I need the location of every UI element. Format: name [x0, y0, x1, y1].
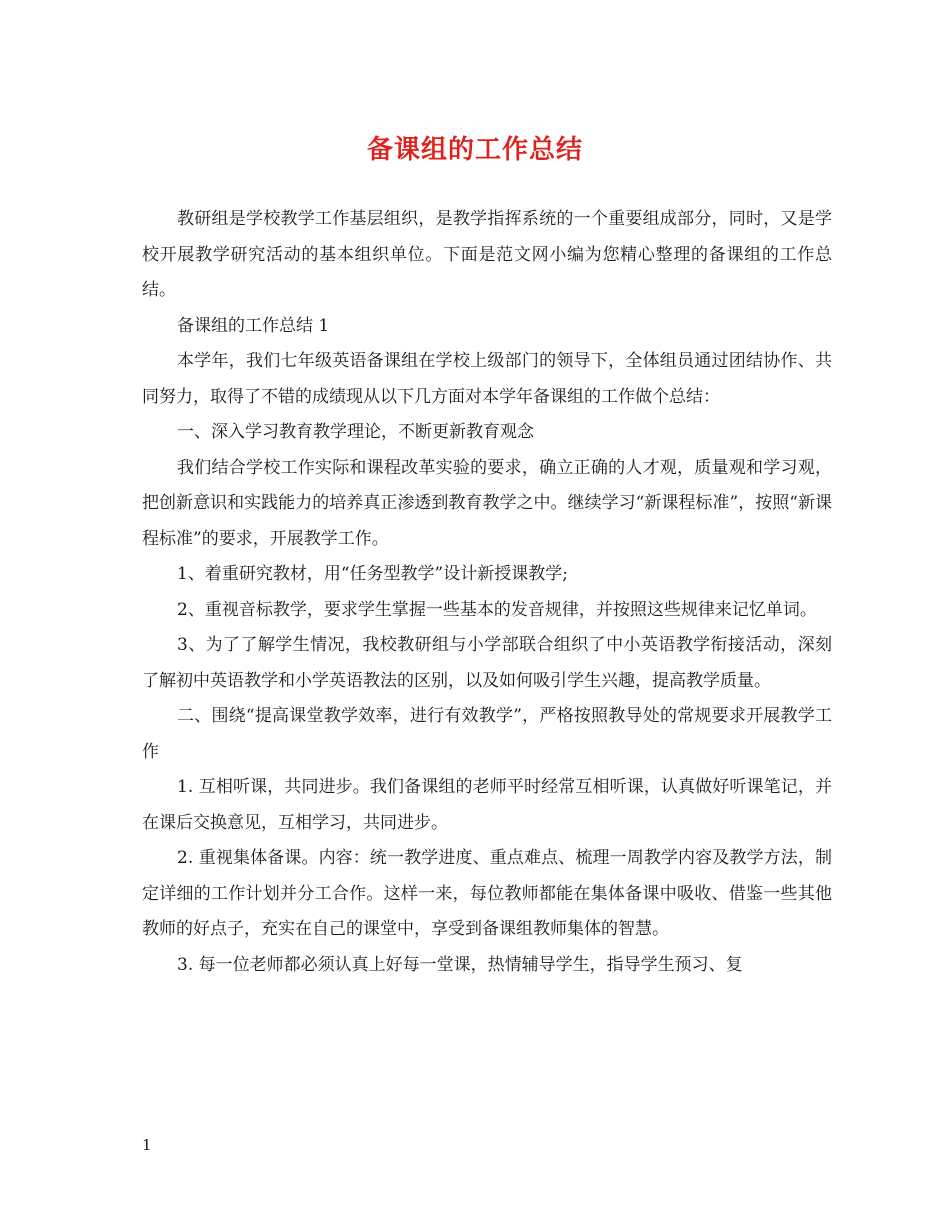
list-item: 2. 重视集体备课。内容：统一教学进度、重点难点、梳理一周教学内容及教学方法，制定详细的工作计划并分工合作。这样一来，每位教师都能在集体备课中吸收、借鉴一些其他教师的好点子，充实在自己的课堂中，享受到备课组教师集体的智慧。 [142, 848, 832, 939]
subheading-one: 一、深入学习教育教学理论，不断更新教育观念 [177, 422, 534, 442]
list-item: 3. 每一位老师都必须认真上好每一堂课，热情辅导学生，指导学生预习、复 [177, 954, 743, 975]
document-body [142, 202, 832, 983]
paragraph: 本学年，我们七年级英语备课组在学校上级部门的领导下，全体组员通过团结协作、共同努力，取得了不错的成绩现从以下几方面对本学年备课组的工作做个总结： [142, 351, 832, 407]
paragraph: 我们结合学校工作实际和课程改革实验的要求，确立正确的人才观，质量观和学习观，把创新意识和实践能力的培养真正渗透到教育教学之中。继续学习“新课程标准”，按照“新课程标准”的要求，开展教学工作。 [142, 457, 832, 549]
document-title: 备课组的工作总结 [366, 135, 583, 165]
section-heading: 备课组的工作总结 1 [177, 315, 330, 336]
page-number: 1 [142, 1136, 152, 1154]
paragraph-intro: 教研组是学校教学工作基层组织，是教学指挥系统的一个重要组成部分，同时，又是学校开展教学研究活动的基本组织单位。下面是范文网小编为您精心整理的备课组的工作总结。 [142, 209, 832, 300]
list-item: 1. 互相听课，共同进步。我们备课组的老师平时经常互相听课，认真做好听课笔记，并在课后交换意见，互相学习，共同进步。 [142, 777, 832, 833]
list-item: 1、着重研究教材，用“任务型教学”设计新授课教学; [177, 564, 568, 584]
subheading-two: 二、围绕“提高课堂教学效率，进行有效教学”，严格按照教导处的常规要求开展教学工作 [142, 706, 832, 762]
list-item: 3、为了了解学生情况，我校教研组与小学部联合组织了中小英语教学衔接活动，深刻了解初中英语教学和小学英语教法的区别，以及如何吸引学生兴趣，提高教学质量。 [142, 635, 832, 691]
list-item: 2、重视音标教学，要求学生掌握一些基本的发音规律，并按照这些规律来记忆单词。 [177, 599, 817, 620]
